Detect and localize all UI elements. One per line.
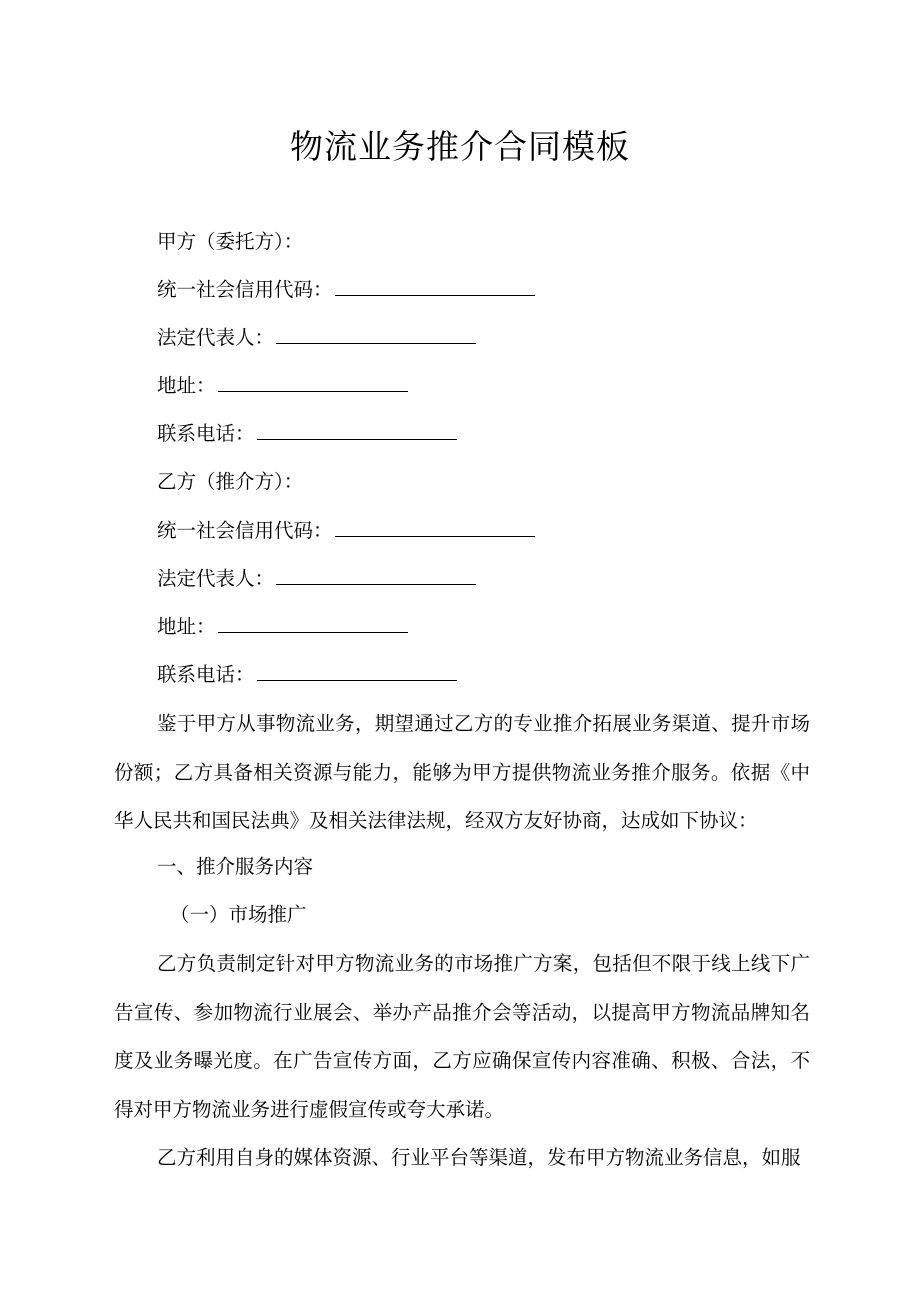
party-a-credit-code-blank [335, 277, 535, 296]
party-b-legal-rep-label: 法定代表人： [157, 567, 275, 590]
subsection-1-paragraph-1: 乙方负责制定针对甲方物流业务的市场推广方案，包括但不限于线上线下广告宣传、参加物流行业展会、举办产品推介会等活动，以提高甲方物流品牌知名度及业务曝光度。在广告宣传方面，乙方应确保宣传内容准确、积极、合法，不得对甲方物流业务进行虚假宣传或夸大承诺。 [114, 952, 810, 1121]
section-1-heading: 一、推介服务内容 [157, 855, 314, 878]
party-b-legal-rep-blank [276, 566, 476, 585]
party-b-phone-row [157, 661, 457, 689]
party-b-address-blank [218, 614, 408, 633]
party-b-phone-blank [257, 662, 457, 681]
party-a-address-row [157, 372, 408, 400]
party-a-legal-rep-label: 法定代表人： [157, 326, 275, 349]
party-a-credit-code-row [157, 276, 535, 304]
party-b-credit-code-label: 统一社会信用代码： [157, 519, 333, 542]
subsection-1-paragraph-2: 乙方利用自身的媒体资源、行业平台等渠道，发布甲方物流业务信息，如服 [157, 1146, 801, 1169]
party-a-phone-label: 联系电话： [157, 422, 255, 445]
party-b-credit-code-blank [335, 518, 535, 537]
document-title: 物流业务推介合同模板 [290, 127, 630, 166]
party-a-credit-code-label: 统一社会信用代码： [157, 278, 333, 301]
party-b-phone-label: 联系电话： [157, 663, 255, 686]
party-b-credit-code-row [157, 517, 535, 545]
preamble-paragraph: 鉴于甲方从事物流业务，期望通过乙方的专业推介拓展业务渠道、提升市场份额；乙方具备相关资源与能力，能够为甲方提供物流业务推介服务。依据《中华人民共和国民法典》及相关法律法规，经双方友好协商，达成如下协议： [114, 712, 810, 832]
party-b-legal-rep-row [157, 565, 476, 593]
party-b-address-label: 地址： [157, 615, 216, 638]
subsection-1-heading: （一）市场推广 [170, 903, 307, 926]
party-b-label: 乙方（推介方）： [157, 470, 304, 493]
party-a-legal-rep-blank [276, 325, 476, 344]
party-a-legal-rep-row [157, 324, 476, 352]
party-a-address-blank [218, 373, 408, 392]
party-a-phone-blank [257, 421, 457, 440]
party-a-phone-row [157, 420, 457, 448]
party-a-address-label: 地址： [157, 374, 216, 397]
party-b-address-row [157, 613, 408, 641]
party-a-label: 甲方（委托方）： [157, 230, 304, 253]
